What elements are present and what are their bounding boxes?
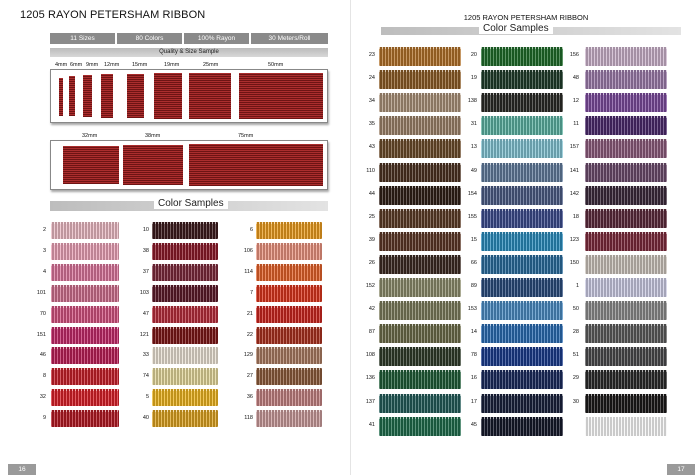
color-swatch: [152, 389, 218, 406]
color-swatch: [152, 327, 218, 344]
swatch-code: 18: [572, 213, 579, 220]
swatch-code: 150: [569, 259, 579, 266]
swatch-code: 42: [368, 306, 375, 313]
color-swatch: [152, 285, 218, 302]
ribbon-32mm: [63, 146, 119, 184]
swatch-code: 3: [42, 247, 46, 254]
color-swatch: [256, 389, 322, 406]
swatch-code: 50: [572, 306, 579, 313]
swatch-code: 101: [36, 289, 46, 296]
swatch-code: 4: [42, 268, 46, 275]
swatch-code: 16: [470, 375, 477, 382]
swatch-code: 38: [142, 247, 149, 254]
swatch-code: 74: [142, 373, 149, 380]
color-swatch: [256, 306, 322, 323]
color-swatch: [585, 278, 667, 297]
swatch-code: 31: [470, 121, 477, 128]
swatch-code: 13: [470, 144, 477, 151]
swatch-code: 118: [244, 415, 253, 422]
swatch-code: 103: [139, 289, 149, 296]
catalog-title: 1205 RAYON PETERSHAM RIBBON: [20, 9, 206, 21]
color-swatch: [585, 255, 667, 274]
right-page: [350, 0, 700, 475]
swatch-code: 9: [42, 415, 46, 422]
swatch-code: 32: [39, 394, 46, 401]
color-swatch: [51, 327, 119, 344]
swatch-code: 106: [243, 247, 253, 254]
color-swatch: [152, 347, 218, 364]
ribbon-50mm: [239, 73, 323, 119]
color-swatch: [379, 139, 461, 158]
color-swatch: [152, 222, 218, 239]
color-swatch: [256, 285, 322, 302]
color-swatch: [256, 264, 322, 281]
color-swatch: [256, 347, 322, 364]
color-swatch: [585, 116, 667, 135]
swatch-code: 43: [368, 144, 375, 151]
spec-colors: 80 Colors: [117, 33, 182, 44]
swatch-code: 30: [572, 398, 579, 405]
color-swatch: [379, 255, 461, 274]
swatch-code: 141: [569, 167, 579, 174]
color-swatch: [51, 306, 119, 323]
color-swatch: [256, 243, 322, 260]
swatch-code: 33: [142, 352, 149, 359]
color-swatch: [585, 209, 667, 228]
color-swatch: [256, 327, 322, 344]
color-samples-title: Color Samples: [154, 198, 228, 209]
color-swatch: [585, 139, 667, 158]
color-swatch: [481, 209, 563, 228]
color-swatch: [51, 347, 119, 364]
swatch-code: 23: [368, 52, 375, 58]
swatch-code: 40: [142, 415, 149, 422]
swatch-code: 24: [368, 75, 375, 82]
color-swatch: [481, 93, 563, 112]
color-swatch: [585, 324, 667, 343]
color-swatch: [585, 186, 667, 205]
swatch-code: 2: [42, 227, 46, 233]
ribbon-9mm: [83, 75, 92, 117]
color-swatch: [51, 389, 119, 406]
color-swatch: [481, 70, 563, 89]
color-swatch: [51, 410, 119, 427]
swatch-code: 14: [470, 329, 477, 336]
color-swatch: [585, 47, 667, 66]
swatch-code: 44: [368, 190, 375, 197]
swatch-code: 15: [470, 236, 477, 243]
color-swatch: [51, 243, 119, 260]
color-swatch: [585, 93, 667, 112]
swatch-code: 6: [249, 227, 253, 233]
color-swatch: [379, 47, 461, 66]
swatch-code: 47: [142, 310, 149, 317]
color-swatch: [585, 301, 667, 320]
color-swatch: [51, 285, 119, 302]
ribbon-38mm: [123, 145, 183, 185]
swatch-code: 7: [249, 289, 253, 296]
color-swatch: [481, 278, 563, 297]
quality-size-header: Quality & Size Sample: [50, 48, 328, 57]
swatch-code: 154: [467, 190, 477, 197]
color-swatch: [379, 116, 461, 135]
swatch-code: 89: [470, 283, 477, 289]
color-swatch: [481, 47, 563, 66]
color-swatch: [379, 70, 461, 89]
swatch-code: 26: [368, 259, 375, 266]
spec-sizes: 11 Sizes: [50, 33, 115, 44]
color-swatch: [481, 116, 563, 135]
swatch-code: 22: [246, 331, 253, 338]
spec-material: 100% Rayon: [184, 33, 249, 44]
color-swatch: [152, 306, 218, 323]
swatch-code: 51: [572, 352, 579, 359]
ribbon-19mm: [154, 73, 182, 119]
color-swatch: [585, 347, 667, 366]
swatch-code: 19: [470, 75, 477, 82]
ribbon-4mm: [59, 78, 63, 116]
swatch-code: 27: [246, 373, 253, 380]
ribbon-size-sample-panel: [50, 69, 328, 123]
swatch-code: 10: [142, 227, 149, 233]
ribbon-75mm: [189, 144, 323, 186]
color-swatch: [585, 70, 667, 89]
ribbon-6mm: [69, 76, 75, 116]
swatch-code: 17: [470, 398, 477, 405]
swatch-code: 129: [243, 352, 253, 359]
color-swatch: [481, 417, 563, 436]
swatch-code: 138: [467, 98, 477, 105]
color-swatch: [481, 232, 563, 251]
catalog-title-right: 1205 RAYON PETERSHAM RIBBON: [463, 13, 589, 22]
swatch-code: 45: [470, 421, 477, 428]
swatch-code: 70: [39, 310, 46, 317]
swatch-code: 35: [368, 121, 375, 128]
color-swatch: [481, 394, 563, 413]
size-label: 19mm: [164, 62, 180, 68]
color-swatch: [152, 243, 218, 260]
swatch-code: 136: [365, 375, 375, 382]
color-swatch: [152, 410, 218, 427]
color-swatch: [379, 209, 461, 228]
swatch-code: 41: [368, 421, 375, 428]
color-swatch: [379, 232, 461, 251]
size-label: 9mm: [86, 62, 99, 68]
swatch-code: 78: [470, 352, 477, 359]
swatch-code: 49: [470, 167, 477, 174]
swatch-code: 48: [572, 75, 579, 82]
page-number-right: 17: [667, 464, 695, 475]
swatch-code: 153: [467, 306, 477, 313]
color-swatch: [585, 163, 667, 182]
color-swatch: [51, 264, 119, 281]
color-swatch: [481, 139, 563, 158]
swatch-code: 11: [573, 121, 579, 128]
color-swatch: [481, 186, 563, 205]
ribbon-25mm: [189, 73, 231, 119]
color-swatch: [379, 394, 461, 413]
color-swatch: [379, 370, 461, 389]
color-swatch: [256, 368, 322, 385]
size-label: 50mm: [268, 62, 284, 68]
color-swatch: [51, 222, 119, 239]
swatch-code: 8: [42, 373, 46, 380]
swatch-code: 66: [470, 259, 477, 266]
spec-length: 30 Meters/Roll: [251, 33, 328, 44]
swatch-code: 108: [365, 352, 375, 359]
swatch-code: 121: [139, 331, 149, 338]
swatch-code: 5: [145, 394, 149, 401]
swatch-code: 21: [246, 310, 253, 317]
size-label: 38mm: [145, 133, 161, 139]
color-swatch: [481, 301, 563, 320]
color-swatch: [256, 222, 322, 239]
swatch-code: 156: [569, 52, 579, 58]
swatch-code: 142: [569, 190, 579, 197]
color-swatch: [481, 347, 563, 366]
color-swatch: [256, 410, 322, 427]
swatch-code: 123: [569, 236, 579, 243]
swatch-code: 155: [467, 213, 477, 220]
color-swatch: [379, 278, 461, 297]
swatch-code: 110: [366, 167, 375, 174]
color-swatch: [379, 163, 461, 182]
color-swatch: [585, 370, 667, 389]
swatch-code: 157: [569, 144, 579, 151]
size-label: 25mm: [203, 62, 219, 68]
size-label: 4mm: [55, 62, 68, 68]
size-label: 15mm: [132, 62, 148, 68]
swatch-code: 37: [142, 268, 149, 275]
color-swatch: [379, 347, 461, 366]
color-swatch: [379, 324, 461, 343]
swatch-code: 39: [368, 236, 375, 243]
swatch-code: 25: [368, 213, 375, 220]
size-label: 32mm: [82, 133, 98, 139]
size-label: 12mm: [104, 62, 120, 68]
ribbon-15mm: [127, 74, 144, 118]
color-swatch: [152, 368, 218, 385]
swatch-code: 12: [572, 98, 579, 105]
ribbon-wide-sample-panel: [50, 140, 328, 190]
color-swatch: [379, 301, 461, 320]
swatch-code: 1: [575, 283, 579, 289]
swatch-code: 152: [365, 283, 375, 289]
color-swatch: [379, 417, 461, 436]
ribbon-12mm: [101, 74, 113, 118]
size-label: 6mm: [70, 62, 83, 68]
color-swatch: [481, 324, 563, 343]
color-swatch: [481, 370, 563, 389]
swatch-code: 87: [368, 329, 375, 336]
swatch-code: 29: [572, 375, 579, 382]
color-swatch: [585, 232, 667, 251]
swatch-code: 137: [365, 398, 375, 405]
color-samples-title-right: Color Samples: [479, 23, 553, 34]
color-swatch: [481, 255, 563, 274]
swatch-code: 34: [368, 98, 375, 105]
color-swatch: [585, 394, 667, 413]
swatch-code: 46: [39, 352, 46, 359]
swatch-code: 36: [246, 394, 253, 401]
color-swatch: [585, 417, 667, 436]
color-swatch: [379, 93, 461, 112]
color-swatch: [379, 186, 461, 205]
swatch-code: 151: [36, 331, 46, 338]
swatch-code: 28: [572, 329, 579, 336]
swatch-code: 114: [244, 268, 253, 275]
color-swatch: [152, 264, 218, 281]
swatch-code: 20: [470, 52, 477, 58]
page-number: 16: [8, 464, 36, 475]
color-swatch: [51, 368, 119, 385]
size-label: 75mm: [238, 133, 254, 139]
color-swatch: [481, 163, 563, 182]
